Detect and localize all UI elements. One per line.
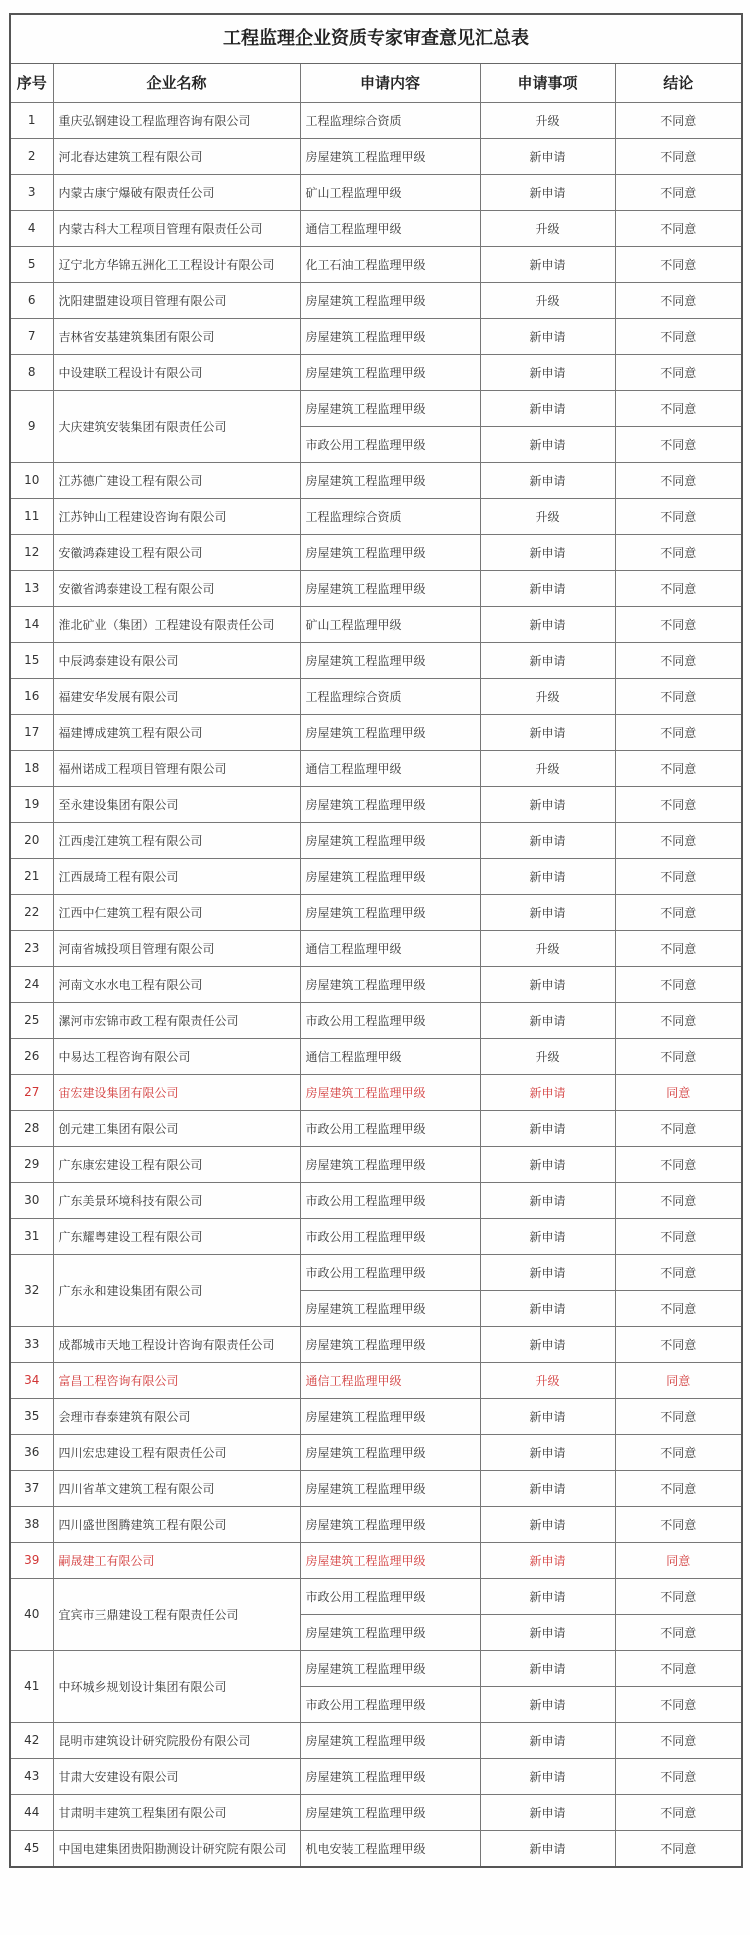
row-company-name: 淮北矿业（集团）工程建设有限责任公司 <box>53 606 300 642</box>
row-conclusion: 不同意 <box>615 174 741 210</box>
table-row <box>11 534 741 570</box>
row-seq: 1 <box>11 102 53 138</box>
row-company-name: 福州诺成工程项目管理有限公司 <box>53 750 300 786</box>
row-application-content: 房屋建筑工程监理甲级 <box>300 534 480 570</box>
table-row <box>11 570 741 606</box>
row-conclusion: 不同意 <box>615 246 741 282</box>
row-application-type: 新申请 <box>480 1794 615 1830</box>
table-row <box>11 1326 741 1362</box>
row-application-type: 新申请 <box>480 1146 615 1182</box>
row-application-type: 新申请 <box>480 1290 615 1326</box>
table-row <box>11 1722 741 1758</box>
row-seq: 11 <box>11 498 53 534</box>
table-row <box>11 138 741 174</box>
row-company-name: 昆明市建筑设计研究院股份有限公司 <box>53 1722 300 1758</box>
table-row <box>11 1182 741 1218</box>
row-application-content: 房屋建筑工程监理甲级 <box>300 138 480 174</box>
row-company-name: 会理市春泰建筑有限公司 <box>53 1398 300 1434</box>
row-conclusion: 不同意 <box>615 1506 741 1542</box>
row-company-name: 河南文水水电工程有限公司 <box>53 966 300 1002</box>
row-application-type: 新申请 <box>480 1074 615 1110</box>
row-seq: 24 <box>11 966 53 1002</box>
row-seq: 18 <box>11 750 53 786</box>
row-application-content: 房屋建筑工程监理甲级 <box>300 1722 480 1758</box>
row-application-type: 新申请 <box>480 1578 615 1614</box>
row-seq: 9 <box>11 390 53 462</box>
header-item: 申请事项 <box>480 64 615 102</box>
row-company-name: 广东康宏建设工程有限公司 <box>53 1146 300 1182</box>
row-application-type: 新申请 <box>480 390 615 426</box>
table-row <box>11 1002 741 1038</box>
row-conclusion: 不同意 <box>615 318 741 354</box>
row-company-name: 内蒙古科大工程项目管理有限责任公司 <box>53 210 300 246</box>
table-row <box>11 750 741 786</box>
row-seq: 37 <box>11 1470 53 1506</box>
row-seq: 32 <box>11 1254 53 1326</box>
table-row <box>11 282 741 318</box>
row-seq: 4 <box>11 210 53 246</box>
row-conclusion: 不同意 <box>615 1398 741 1434</box>
row-application-content: 房屋建筑工程监理甲级 <box>300 1326 480 1362</box>
row-company-name: 漯河市宏锦市政工程有限责任公司 <box>53 1002 300 1038</box>
row-application-content: 房屋建筑工程监理甲级 <box>300 1650 480 1686</box>
row-application-content: 机电安装工程监理甲级 <box>300 1830 480 1866</box>
row-conclusion: 不同意 <box>615 1614 741 1650</box>
row-application-content: 房屋建筑工程监理甲级 <box>300 1398 480 1434</box>
row-application-type: 新申请 <box>480 1758 615 1794</box>
table-row <box>11 1074 741 1110</box>
row-application-content: 房屋建筑工程监理甲级 <box>300 1074 480 1110</box>
row-application-content: 房屋建筑工程监理甲级 <box>300 1470 480 1506</box>
row-conclusion: 不同意 <box>615 678 741 714</box>
table-row <box>11 1506 741 1542</box>
row-seq: 8 <box>11 354 53 390</box>
row-application-content: 房屋建筑工程监理甲级 <box>300 1614 480 1650</box>
row-application-type: 新申请 <box>480 1830 615 1866</box>
table-row <box>11 1758 741 1794</box>
table-row <box>11 1038 741 1074</box>
row-application-type: 升级 <box>480 1362 615 1398</box>
row-conclusion: 不同意 <box>615 462 741 498</box>
table-row <box>11 966 741 1002</box>
table-row <box>11 210 741 246</box>
row-application-content: 工程监理综合资质 <box>300 498 480 534</box>
row-conclusion: 不同意 <box>615 210 741 246</box>
row-seq: 7 <box>11 318 53 354</box>
row-application-content: 房屋建筑工程监理甲级 <box>300 1542 480 1578</box>
row-application-type: 升级 <box>480 750 615 786</box>
row-application-type: 新申请 <box>480 318 615 354</box>
review-table <box>11 64 741 1866</box>
row-application-content: 市政公用工程监理甲级 <box>300 1182 480 1218</box>
row-conclusion: 不同意 <box>615 642 741 678</box>
row-application-type: 升级 <box>480 282 615 318</box>
row-company-name: 至永建设集团有限公司 <box>53 786 300 822</box>
row-application-type: 新申请 <box>480 1686 615 1722</box>
row-seq: 16 <box>11 678 53 714</box>
table-row <box>11 1650 741 1686</box>
table-row <box>11 1110 741 1146</box>
row-application-type: 新申请 <box>480 606 615 642</box>
row-application-type: 升级 <box>480 1038 615 1074</box>
row-seq: 6 <box>11 282 53 318</box>
row-application-type: 新申请 <box>480 354 615 390</box>
row-application-content: 市政公用工程监理甲级 <box>300 426 480 462</box>
row-application-content: 市政公用工程监理甲级 <box>300 1578 480 1614</box>
row-seq: 26 <box>11 1038 53 1074</box>
row-conclusion: 不同意 <box>615 534 741 570</box>
row-conclusion: 不同意 <box>615 1218 741 1254</box>
row-application-type: 新申请 <box>480 426 615 462</box>
row-application-type: 新申请 <box>480 642 615 678</box>
row-conclusion: 不同意 <box>615 1038 741 1074</box>
row-conclusion: 不同意 <box>615 894 741 930</box>
summary-sheet <box>9 13 743 1868</box>
table-row <box>11 678 741 714</box>
table-row <box>11 1542 741 1578</box>
row-application-content: 房屋建筑工程监理甲级 <box>300 1758 480 1794</box>
row-company-name: 中环城乡规划设计集团有限公司 <box>53 1650 300 1722</box>
row-application-content: 房屋建筑工程监理甲级 <box>300 786 480 822</box>
row-application-content: 市政公用工程监理甲级 <box>300 1002 480 1038</box>
header-content: 申请内容 <box>300 64 480 102</box>
row-application-content: 通信工程监理甲级 <box>300 210 480 246</box>
row-company-name: 江西虔江建筑工程有限公司 <box>53 822 300 858</box>
row-application-type: 新申请 <box>480 1506 615 1542</box>
row-seq: 10 <box>11 462 53 498</box>
table-row <box>11 1830 741 1866</box>
row-seq: 2 <box>11 138 53 174</box>
row-company-name: 重庆弘钢建设工程监理咨询有限公司 <box>53 102 300 138</box>
row-application-type: 新申请 <box>480 138 615 174</box>
row-application-content: 市政公用工程监理甲级 <box>300 1218 480 1254</box>
row-company-name: 四川盛世图腾建筑工程有限公司 <box>53 1506 300 1542</box>
row-application-type: 新申请 <box>480 1398 615 1434</box>
row-application-type: 新申请 <box>480 1434 615 1470</box>
table-row <box>11 174 741 210</box>
row-seq: 34 <box>11 1362 53 1398</box>
row-seq: 20 <box>11 822 53 858</box>
row-application-type: 升级 <box>480 678 615 714</box>
row-conclusion: 不同意 <box>615 138 741 174</box>
row-conclusion: 不同意 <box>615 1434 741 1470</box>
row-company-name: 富昌工程咨询有限公司 <box>53 1362 300 1398</box>
row-company-name: 江西晟琦工程有限公司 <box>53 858 300 894</box>
row-seq: 19 <box>11 786 53 822</box>
row-application-content: 通信工程监理甲级 <box>300 930 480 966</box>
row-company-name: 江西中仁建筑工程有限公司 <box>53 894 300 930</box>
row-company-name: 中设建联工程设计有限公司 <box>53 354 300 390</box>
row-application-content: 市政公用工程监理甲级 <box>300 1686 480 1722</box>
row-application-type: 新申请 <box>480 1722 615 1758</box>
row-seq: 29 <box>11 1146 53 1182</box>
row-conclusion: 同意 <box>615 1074 741 1110</box>
row-seq: 28 <box>11 1110 53 1146</box>
row-conclusion: 不同意 <box>615 1110 741 1146</box>
table-row <box>11 642 741 678</box>
row-application-content: 房屋建筑工程监理甲级 <box>300 390 480 426</box>
row-company-name: 宜宾市三鼎建设工程有限责任公司 <box>53 1578 300 1650</box>
row-seq: 31 <box>11 1218 53 1254</box>
table-row <box>11 1362 741 1398</box>
table-row <box>11 246 741 282</box>
table-row <box>11 1794 741 1830</box>
row-seq: 15 <box>11 642 53 678</box>
row-company-name: 创元建工集团有限公司 <box>53 1110 300 1146</box>
row-seq: 5 <box>11 246 53 282</box>
row-conclusion: 不同意 <box>615 930 741 966</box>
row-application-content: 房屋建筑工程监理甲级 <box>300 462 480 498</box>
row-application-type: 新申请 <box>480 858 615 894</box>
row-company-name: 中易达工程咨询有限公司 <box>53 1038 300 1074</box>
row-seq: 22 <box>11 894 53 930</box>
row-seq: 17 <box>11 714 53 750</box>
table-row <box>11 894 741 930</box>
row-seq: 35 <box>11 1398 53 1434</box>
row-seq: 43 <box>11 1758 53 1794</box>
row-company-name: 广东耀粤建设工程有限公司 <box>53 1218 300 1254</box>
row-application-type: 升级 <box>480 498 615 534</box>
table-row <box>11 822 741 858</box>
row-application-content: 房屋建筑工程监理甲级 <box>300 966 480 1002</box>
row-application-type: 新申请 <box>480 1254 615 1290</box>
row-application-type: 新申请 <box>480 1218 615 1254</box>
sheet-title: 工程监理企业资质专家审查意见汇总表 <box>11 15 741 64</box>
row-seq: 42 <box>11 1722 53 1758</box>
table-row <box>11 354 741 390</box>
row-conclusion: 不同意 <box>615 1794 741 1830</box>
header-seq: 序号 <box>11 64 53 102</box>
row-company-name: 江苏德广建设工程有限公司 <box>53 462 300 498</box>
table-row <box>11 714 741 750</box>
row-company-name: 广东永和建设集团有限公司 <box>53 1254 300 1326</box>
row-conclusion: 不同意 <box>615 1650 741 1686</box>
row-seq: 39 <box>11 1542 53 1578</box>
table-row <box>11 462 741 498</box>
row-application-type: 新申请 <box>480 966 615 1002</box>
table-row <box>11 858 741 894</box>
row-application-type: 新申请 <box>480 174 615 210</box>
table-row <box>11 786 741 822</box>
row-application-type: 新申请 <box>480 714 615 750</box>
row-company-name: 安徽省鸿泰建设工程有限公司 <box>53 570 300 606</box>
row-application-content: 化工石油工程监理甲级 <box>300 246 480 282</box>
row-company-name: 吉林省安基建筑集团有限公司 <box>53 318 300 354</box>
row-company-name: 四川宏忠建设工程有限责任公司 <box>53 1434 300 1470</box>
row-conclusion: 不同意 <box>615 282 741 318</box>
row-seq: 14 <box>11 606 53 642</box>
row-application-content: 通信工程监理甲级 <box>300 750 480 786</box>
table-header-row <box>11 64 741 102</box>
row-company-name: 大庆建筑安装集团有限责任公司 <box>53 390 300 462</box>
row-conclusion: 不同意 <box>615 1830 741 1866</box>
row-application-content: 市政公用工程监理甲级 <box>300 1254 480 1290</box>
row-conclusion: 不同意 <box>615 1002 741 1038</box>
row-seq: 45 <box>11 1830 53 1866</box>
row-conclusion: 同意 <box>615 1362 741 1398</box>
row-conclusion: 不同意 <box>615 1686 741 1722</box>
row-conclusion: 不同意 <box>615 354 741 390</box>
row-application-content: 房屋建筑工程监理甲级 <box>300 822 480 858</box>
row-company-name: 福建博成建筑工程有限公司 <box>53 714 300 750</box>
row-application-content: 市政公用工程监理甲级 <box>300 1110 480 1146</box>
row-conclusion: 不同意 <box>615 1722 741 1758</box>
row-application-content: 房屋建筑工程监理甲级 <box>300 1434 480 1470</box>
row-application-type: 升级 <box>480 102 615 138</box>
row-conclusion: 不同意 <box>615 1290 741 1326</box>
table-row <box>11 390 741 426</box>
header-conclusion: 结论 <box>615 64 741 102</box>
row-conclusion: 不同意 <box>615 750 741 786</box>
row-seq: 23 <box>11 930 53 966</box>
row-company-name: 安徽鸿森建设工程有限公司 <box>53 534 300 570</box>
row-seq: 3 <box>11 174 53 210</box>
row-application-content: 房屋建筑工程监理甲级 <box>300 1290 480 1326</box>
row-conclusion: 不同意 <box>615 966 741 1002</box>
row-conclusion: 不同意 <box>615 714 741 750</box>
row-conclusion: 不同意 <box>615 606 741 642</box>
row-application-type: 新申请 <box>480 1470 615 1506</box>
row-seq: 44 <box>11 1794 53 1830</box>
row-company-name: 宙宏建设集团有限公司 <box>53 1074 300 1110</box>
row-company-name: 福建安华发展有限公司 <box>53 678 300 714</box>
row-application-content: 通信工程监理甲级 <box>300 1038 480 1074</box>
row-application-type: 新申请 <box>480 570 615 606</box>
row-company-name: 辽宁北方华锦五洲化工工程设计有限公司 <box>53 246 300 282</box>
row-company-name: 内蒙古康宁爆破有限责任公司 <box>53 174 300 210</box>
row-conclusion: 不同意 <box>615 102 741 138</box>
row-application-type: 新申请 <box>480 1326 615 1362</box>
row-company-name: 江苏钟山工程建设咨询有限公司 <box>53 498 300 534</box>
row-application-type: 新申请 <box>480 1650 615 1686</box>
row-seq: 25 <box>11 1002 53 1038</box>
table-row <box>11 930 741 966</box>
row-seq: 30 <box>11 1182 53 1218</box>
row-conclusion: 不同意 <box>615 1326 741 1362</box>
row-company-name: 甘肃大安建设有限公司 <box>53 1758 300 1794</box>
row-application-content: 房屋建筑工程监理甲级 <box>300 1146 480 1182</box>
row-company-name: 广东美景环境科技有限公司 <box>53 1182 300 1218</box>
row-application-type: 新申请 <box>480 1542 615 1578</box>
table-row <box>11 1146 741 1182</box>
row-application-content: 房屋建筑工程监理甲级 <box>300 1506 480 1542</box>
row-application-content: 通信工程监理甲级 <box>300 1362 480 1398</box>
row-conclusion: 不同意 <box>615 822 741 858</box>
row-application-type: 新申请 <box>480 1614 615 1650</box>
row-company-name: 甘肃明丰建筑工程集团有限公司 <box>53 1794 300 1830</box>
row-application-content: 房屋建筑工程监理甲级 <box>300 714 480 750</box>
row-application-type: 新申请 <box>480 462 615 498</box>
row-conclusion: 不同意 <box>615 1146 741 1182</box>
row-application-content: 房屋建筑工程监理甲级 <box>300 642 480 678</box>
table-row <box>11 102 741 138</box>
table-row <box>11 498 741 534</box>
table-row <box>11 1398 741 1434</box>
table-row <box>11 606 741 642</box>
row-application-type: 升级 <box>480 210 615 246</box>
row-application-type: 新申请 <box>480 534 615 570</box>
row-company-name: 沈阳建盟建设项目管理有限公司 <box>53 282 300 318</box>
row-application-content: 房屋建筑工程监理甲级 <box>300 1794 480 1830</box>
table-row <box>11 1434 741 1470</box>
row-seq: 41 <box>11 1650 53 1722</box>
row-application-type: 新申请 <box>480 1182 615 1218</box>
row-seq: 38 <box>11 1506 53 1542</box>
header-company: 企业名称 <box>53 64 300 102</box>
table-row <box>11 1578 741 1614</box>
row-conclusion: 不同意 <box>615 390 741 426</box>
row-seq: 27 <box>11 1074 53 1110</box>
row-application-type: 新申请 <box>480 1002 615 1038</box>
row-application-content: 房屋建筑工程监理甲级 <box>300 570 480 606</box>
row-conclusion: 同意 <box>615 1542 741 1578</box>
row-application-content: 房屋建筑工程监理甲级 <box>300 318 480 354</box>
row-application-type: 新申请 <box>480 822 615 858</box>
row-seq: 40 <box>11 1578 53 1650</box>
table-body <box>11 102 741 1866</box>
row-seq: 21 <box>11 858 53 894</box>
row-application-type: 新申请 <box>480 1110 615 1146</box>
row-application-content: 房屋建筑工程监理甲级 <box>300 858 480 894</box>
row-application-content: 房屋建筑工程监理甲级 <box>300 894 480 930</box>
row-application-content: 房屋建筑工程监理甲级 <box>300 354 480 390</box>
row-conclusion: 不同意 <box>615 1470 741 1506</box>
row-application-content: 工程监理综合资质 <box>300 678 480 714</box>
row-application-type: 新申请 <box>480 786 615 822</box>
row-seq: 36 <box>11 1434 53 1470</box>
row-company-name: 四川省革文建筑工程有限公司 <box>53 1470 300 1506</box>
row-conclusion: 不同意 <box>615 1254 741 1290</box>
row-seq: 13 <box>11 570 53 606</box>
row-conclusion: 不同意 <box>615 1182 741 1218</box>
row-application-content: 矿山工程监理甲级 <box>300 174 480 210</box>
row-conclusion: 不同意 <box>615 498 741 534</box>
row-company-name: 中辰鸿泰建设有限公司 <box>53 642 300 678</box>
table-row <box>11 1470 741 1506</box>
table-row <box>11 1254 741 1290</box>
row-company-name: 嗣晟建工有限公司 <box>53 1542 300 1578</box>
row-conclusion: 不同意 <box>615 426 741 462</box>
row-company-name: 河南省城投项目管理有限公司 <box>53 930 300 966</box>
row-conclusion: 不同意 <box>615 570 741 606</box>
row-seq: 33 <box>11 1326 53 1362</box>
row-application-content: 工程监理综合资质 <box>300 102 480 138</box>
row-application-content: 房屋建筑工程监理甲级 <box>300 282 480 318</box>
row-company-name: 成都城市天地工程设计咨询有限责任公司 <box>53 1326 300 1362</box>
row-conclusion: 不同意 <box>615 786 741 822</box>
row-application-content: 矿山工程监理甲级 <box>300 606 480 642</box>
row-conclusion: 不同意 <box>615 1578 741 1614</box>
row-application-type: 新申请 <box>480 246 615 282</box>
row-application-type: 新申请 <box>480 894 615 930</box>
row-application-type: 升级 <box>480 930 615 966</box>
table-row <box>11 318 741 354</box>
row-seq: 12 <box>11 534 53 570</box>
row-conclusion: 不同意 <box>615 1758 741 1794</box>
row-company-name: 中国电建集团贵阳勘测设计研究院有限公司 <box>53 1830 300 1866</box>
row-company-name: 河北春达建筑工程有限公司 <box>53 138 300 174</box>
row-conclusion: 不同意 <box>615 858 741 894</box>
table-row <box>11 1218 741 1254</box>
